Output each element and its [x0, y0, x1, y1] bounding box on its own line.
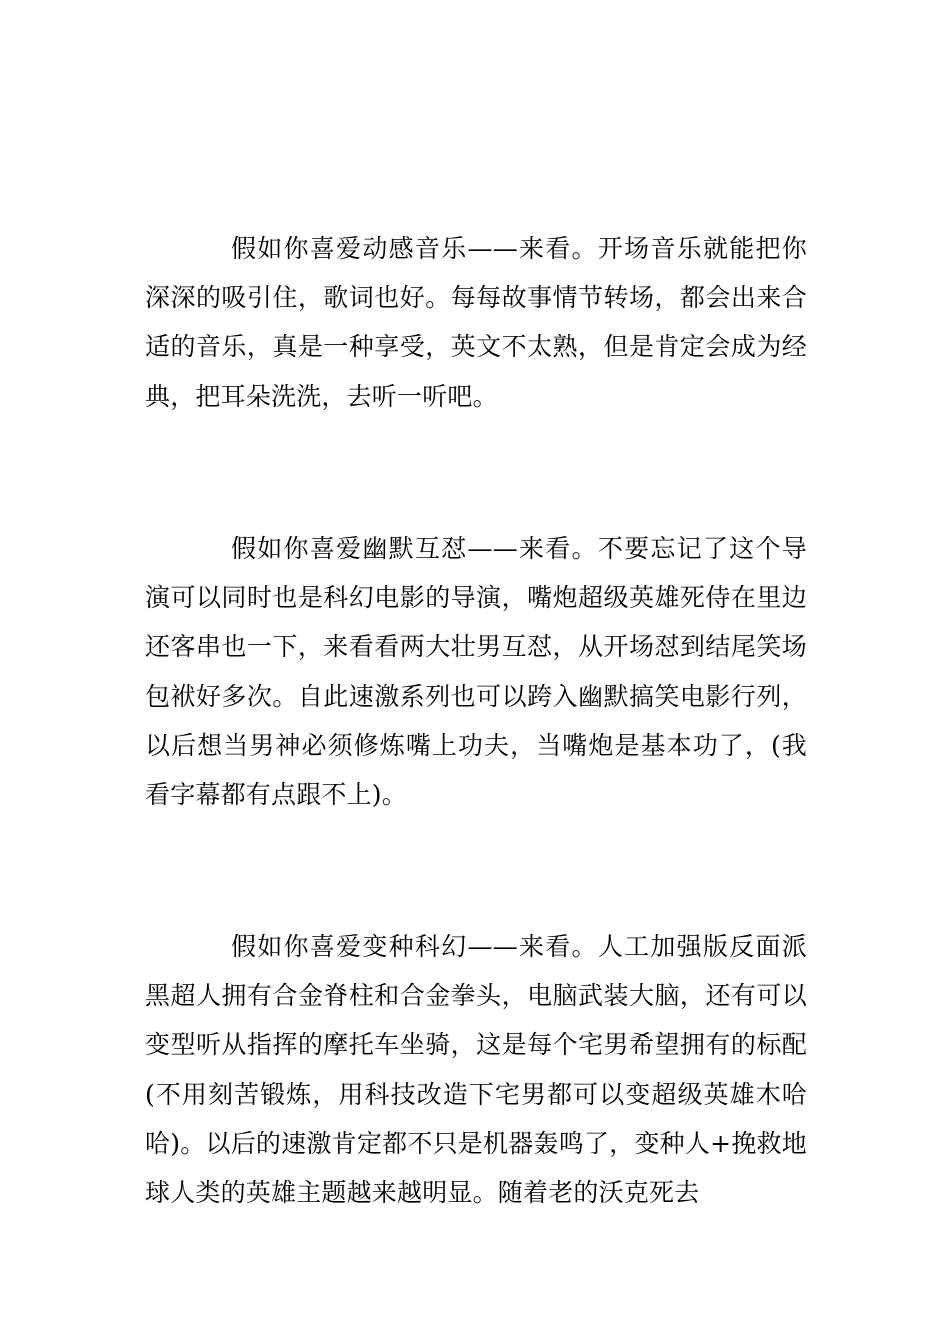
paragraph-humor: 假如你喜爱幽默互怼——来看。不要忘记了这个导演可以同时也是科幻电影的导演，嘴炮超级英雄死侍在里边还客串也一下，来看看两大壮男互怼，从开场怼到结尾笑场包袱好多次。自此速激系列也可以跨入幽默搞笑电影行列，以后想当男神必须修炼嘴上功夫，当嘴炮是基本功了，(我看字幕都有点跟不上)。 [145, 534, 807, 810]
paragraph-scifi: 假如你喜爱变种科幻——来看。人工加强版反面派黑超人拥有合金脊柱和合金拳头，电脑武装大脑，还有可以变型听从指挥的摩托车坐骑，这是每个宅男希望拥有的标配(不用刻苦锻炼，用科技改造下宅男都可以变超级英雄木哈哈)。以后的速激肯定都不只是机器轰鸣了，变种人+挽救地球人类的英雄主题越来越明显。随着老的沃克死去 [145, 932, 807, 1208]
paragraph-music: 假如你喜爱动感音乐——来看。开场音乐就能把你深深的吸引住，歌词也好。每每故事情节转场，都会出来合适的音乐，真是一种享受，英文不太熟，但是肯定会成为经典，把耳朵洗洗，去听一听吧。 [145, 234, 807, 411]
